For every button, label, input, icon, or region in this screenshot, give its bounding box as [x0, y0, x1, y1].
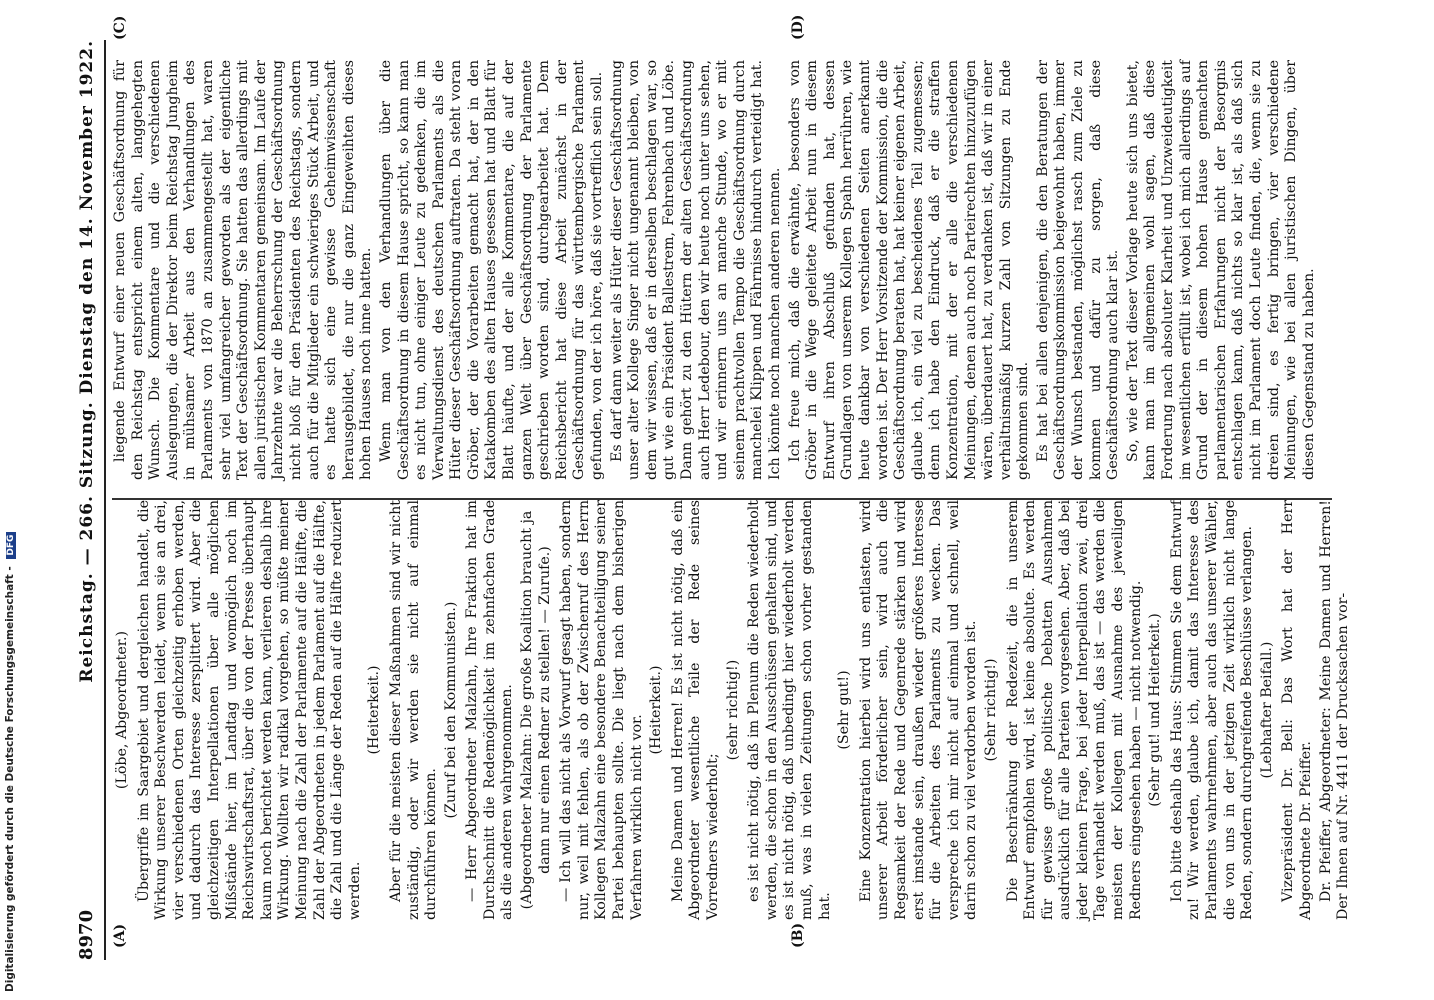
margin-letter-d: (D): [790, 14, 806, 40]
margin-letter-a: (A): [112, 923, 128, 948]
column-divider: [112, 499, 1332, 501]
paragraph: es ist nicht nötig, daß im Plenum die Reden wiederholt werden, die schon in den Ausschüssen gehalten sind, und es ist nicht nötig, daß unbedingt hier wiederholt werden muß, was in vielen Zeitungen schon vorher gestanden hat.: [746, 500, 833, 920]
credit-text: Digitalisierung gefördert durch die Deutsche Forschungsgemeinschaft -: [4, 566, 16, 992]
stage-direction: (Abgeordneter Malzahn: Die große Koalition braucht ja dann nur einen Redner zu stellen! — Zurufe.): [519, 510, 553, 910]
stage-direction: (Löbe, Abgeordneter.): [114, 630, 130, 790]
stage-direction: (Heiterkeit.): [366, 665, 383, 755]
right-column: [112, 60, 1320, 480]
page-header: [76, 40, 104, 960]
paragraph: Die Beschränkung der Redezeit, die in unserem Entwurf empfohlen wird, ist keine absolute. Es werden für gewisse große politische Debatten Ausnahmen ausdrücklich für alle Parteien vorgesehen. Aber, daß bei jeder kleinen Frage, bei jeder Interpellation zwei, drei Tage verhandelt werden muß, das ist — das werden die meisten der Kollegen mit Ausnahme des jeweiligen Redners eingesehen haben — nicht notwendig.: [1004, 500, 1144, 920]
stage-direction: (Sehr gut! und Heiterkeit.): [1147, 613, 1164, 807]
stage-direction: (sehr richtig!): [724, 659, 741, 761]
running-title: Reichstag. — 266. Sitzung. Dienstag den 14. November 1922.: [77, 40, 97, 683]
paragraph: Eine Konzentration hierbei wird uns entlasten, wird unserer Arbeit förderlicher sein, wird auch die Regsamkeit der Rede und Gegenrede stärken und wird erst imstande sein, draußen wieder größeres Interesse für die Arbeiten des Parlaments zu wecken. Das verspreche ich mir nicht auf einmal und schnell, weil darin schon zu viel verdorben worden ist.: [857, 500, 980, 920]
paragraph: Vizepräsident Dr. Bell: Das Wort hat der Herr Abgeordnete Dr. Pfeiffer.: [1280, 500, 1314, 920]
paragraph: Meine Damen und Herren! Es ist nicht nötig, daß ein Abgeordneter wesentliche Teile der Rede seines Vorredners wiederholt;: [669, 500, 721, 920]
header-rule: [104, 40, 106, 960]
paragraph: liegende Entwurf einer neuen Geschäftsordnung für den Reichstag entspricht einem alten, langgehegten Wunsch. Die Kommentare und die verschiedenen Auslegungen, die der Direktor beim Reichstag Jungheim in mühsamer Arbeit aus den Verhandlungen des Parlaments von 1870 an zusammengestellt hat, waren sehr viel umfangreicher geworden als der eigentliche Text der Geschäftsordnung. Sie hatten das allerdings mit allen juristischen Kommentaren gemeinsam. Im Laufe der Jahrzehnte war die Beherrschung der Geschäftsordnung nicht bloß für den Präsidenten des Reichstags, sondern auch für die Mitglieder ein schwieriges Stück Arbeit, und es hatte sich eine gewisse Geheimwissenschaft herausgebildet, die nur die ganz Eingeweihten dieses hohen Hauses noch inne hatten.: [112, 60, 375, 480]
stage-direction: (Lebhafter Beifall.): [1258, 641, 1275, 779]
margin-letter-c: (C): [112, 15, 128, 40]
paragraph: Dr. Pfeiffer, Abgeordneter: Meine Damen und Herren! Der Ihnen auf Nr. 4411 der Drucksachen vor-: [1317, 500, 1352, 920]
margin-letter-b: (B): [790, 922, 806, 948]
paragraph: Übergriffe im Saargebiet und dergleichen handelt, die Wirkung unserer Beschwerden leidet, wenn sie an drei, vier verschiedenen Orten gleichzeitig erhoben werden, und dadurch das Interesse zersplittert wird. Aber die gleichzeitigen Interpellationen über alle möglichen Mißstände hier, im Landtag und womöglich noch im Reichswirtschaftsrat, über die von der Presse überhaupt kaum noch berichtet werden kann, verlieren deshalb ihre Wirkung. Wollten wir radikal vorgehen, so müßte meiner Meinung nach die Zahl der Parlamente auf die Hälfte, die Zahl der Abgeordneten in jedem Parlament auf die Hälfte, die Zahl und die Länge der Reden auf die Hälfte reduziert werden.: [135, 500, 363, 920]
page-number: 8970: [76, 909, 97, 960]
paragraph: Aber für die meisten dieser Maßnahmen sind wir nicht zuständig, oder wir werden sie nicht auf einmal durchführen können.: [387, 500, 440, 920]
paragraph: Es darf dann weiter als Hüter dieser Geschäftsordnung unser alter Kollege Singer nicht ungenannt bleiben, von dem wir wissen, daß er in derselben beschlagen war, so gut wie ein Präsident Ballestrem, Fehrenbach und Löbe. Dann gehört zu den Hütern der alten Geschäftsordnung auch Herr Ledebour, den wir heute noch unter uns sehen, und wir erinnern uns an manche Stunde, wo er mit seinem prachtvollen Tempo die Geschäftsordnung durch manchelei Klippen und Fährnisse hindurch verteidigt hat. Ich könnte noch manchen anderen nennen.: [608, 60, 783, 480]
paragraph: — Ich will das nicht als Vorwurf gesagt haben, sondern nur, weil mit fehlen, als ob der Zwischenruf des Herrn Kollegen Malzahn eine besondere Benachteiligung seiner Partei behaupten sollte. Die liegt nach dem bisherigen Verfahren wirklich nicht vor.: [558, 500, 645, 920]
paragraph: Wenn man von den Verhandlungen über die Geschäftsordnung in diesem Hause spricht, so kann man es nicht tun, ohne einiger Leute zu gedenken, die im Verwaltungsdienst des deutschen Parlaments als die Hüter dieser Geschäftsordnung auftraten. Da steht voran Gröber, der die Vorarbeiten gemacht hat, der in den Katakomben des alten Hauses gesessen hat und Blatt für Blatt häufte, und der alle Kommentare, die auf der ganzen Welt über Geschäftsordnung der Parlamente geschrieben worden sind, durchgearbeitet hat. Dem Reichsbericht hat diese Arbeit zunächst in der Geschäftsordnung für das württembergische Parlament gefunden, von der ich höre, daß sie vortrefflich sein soll.: [377, 60, 606, 480]
stage-direction: (Heiterkeit.): [648, 665, 665, 755]
paragraph: Ich freue mich, daß die erwähnte, besonders von Gröber in die Wege geleitete Arbeit nun in diesem Entwurf ihren Abschluß gefunden hat, dessen Grundlagen von unserem Kollegen Spahn herrühren, wie heute dankbar von verschiedenen Seiten anerkannt worden ist. Der Herr Vorsitzende der Kommission, die die Geschäftsordnung beraten hat, hat keiner eigenen Arbeit, glaube ich, ein viel zu bescheidenes Teil zugemessen; denn ich habe den Eindruck, daß er die straffen Konzentration, mit der er alle die verschiedenen Meinungen, denen auch noch Parteirechten hinzuzufügen wären, überdauert hat, zu verdanken ist, daß wir in einer verhältnismäßig kurzen Zahl von Sitzungen zu Ende gekommen sind.: [786, 60, 1032, 480]
paragraph: Ich bitte deshalb das Haus: Stimmen Sie dem Entwurf zu! Wir werden, glaube ich, damit das Interesse des Parlaments wahrnehmen, aber auch das unserer Wähler, die von uns in der jetzigen Zeit wirklich nicht lange Reden, sondern durchgreifende Beschlüsse verlangen.: [1168, 500, 1256, 920]
left-column: [112, 500, 1355, 920]
stage-direction: (Zuruf bei den Kommunisten.): [442, 601, 459, 819]
paragraph: — Herr Abgeordneter Malzahn, Ihre Fraktion hat im Durchschnitt die Redemöglichkeit im zehnfachen Grade als die anderen wahrgenommen.: [464, 500, 516, 920]
paragraph: Es hat bei allen denjenigen, die den Beratungen der Geschäftsordnungskommission beigewohnt haben, immer der Wunsch bestanden, möglichst rasch zum Ziele zu kommen und dafür zu sorgen, daß diese Geschäftsordnung auch klar ist.: [1034, 60, 1122, 480]
stage-direction: (Sehr gut!): [836, 670, 853, 750]
dfg-logo: DFG: [6, 532, 16, 559]
stage-direction: (Sehr richtig!): [982, 658, 999, 762]
paragraph: So, wie der Text dieser Vorlage heute sich uns bietet, kann man im allgemeinen wohl sagen, daß diese Forderung nach absoluter Klarheit und Unzweideutigkeit im wesentlichen erfüllt ist, wobei ich mich allerdings auf Grund der in diesem hohen Hause gemachten parlamentarischen Erfahrungen nicht der Besorgnis entschlagen kann, daß nichts so klar ist, als daß sich nicht im Parlament doch Leute finden, die, wenn sie zu dreien sind, es fertig bringen, vier verschiedene Meinungen, wie bei allen juristischen Dingen, über diesen Gegenstand zu haben.: [1124, 60, 1317, 480]
